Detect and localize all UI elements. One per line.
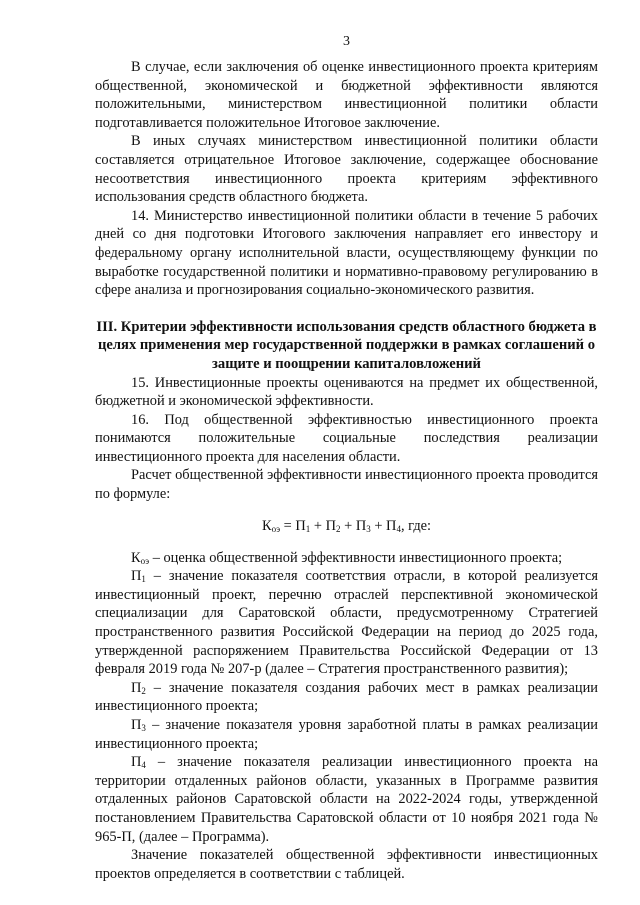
formula	[95, 518, 598, 535]
closing-paragraph: Значение показателей общественной эффективности инвестиционных проектов определяется в соответствии с таблицей.	[95, 847, 598, 882]
formula-plus: +	[310, 517, 326, 534]
formula-equals: =	[280, 517, 296, 534]
formula-plus: +	[370, 517, 387, 534]
formula-term-1: $П_1$	[295, 517, 311, 534]
definition-p3: $П_3$ – значение показателя уровня заработной платы в рамках реализации инвестиционного проекта;	[95, 717, 598, 752]
paragraph-positive-conclusion: В случае, если заключения об оценке инвестиционного проекта критериям общественной, экономической и бюджетной эффективности являются положительными, министерством инвестиционной политики области подготавливается положительное Итоговое заключение.	[95, 59, 598, 131]
paragraph-item-14: 14. Министерство инвестиционной политики области в течение 5 рабочих дней со дня подготовки Итогового заключения направляет его инвестору и федеральному органу исполнительной власти, осуществляющему функции по выработке государственной политики и нормативно-правовому регулированию в сфере анализа и прогнозирования социально-экономического развития.	[95, 207, 598, 299]
definition-p2: $П_2$ – значение показателя создания рабочих мест в рамках реализации инвестиционного проекта;	[95, 679, 598, 715]
formula-plus: +	[340, 517, 356, 534]
definition-p1: $П_1$ – значение показателя соответствия отрасли, в которой реализуется инвестиционный проект, перечню отраслей перспективной экономической специализации для Саратовской области, предусмотренному Стратегией пространственного развития Российской Федерации на период до 2025 года, утвержденной распоряжением Правительства Российской Федерации от 13 февраля 2019 года № 207-р (далее – Стратегия пространственного развития);	[95, 568, 598, 678]
definition-k-oe: $К_{оэ}$ – оценка общественной эффективности инвестиционного проекта;	[131, 549, 563, 566]
paragraph-item-15: 15. Инвестиционные проекты оцениваются на предмет их общественной, бюджетной и экономической эффективности.	[95, 374, 598, 410]
formula-lhs: $К_{оэ}$	[261, 517, 281, 534]
formula-term-3: $П_3$	[355, 517, 371, 534]
page-number: 3	[343, 34, 350, 49]
paragraph-item-16: 16. Под общественной эффективностью инвестиционного проекта понимаются положительные социальные последствия реализации инвестиционного проекта для населения области.	[95, 411, 598, 465]
formula-term-4: $П_4$	[386, 517, 401, 534]
paragraph-calculation-intro: Расчет общественной эффективности инвестиционного проекта проводится по формуле:	[95, 467, 598, 503]
definition-p4: $П_4$ – значение показателя реализации инвестиционного проекта на территории отдаленных районов области, указанных в Программе развития отдаленных районов Саратовской области на 2022-2024 годы, утвержденной постановлением Правительства Саратовской области от 10 ноября 2021 года № 965-П, (далее – Программа).	[95, 754, 598, 845]
formula-term-2: $П_2$	[325, 517, 341, 534]
formula-tail: , где:	[400, 517, 432, 534]
paragraph-negative-conclusion: В иных случаях министерством инвестиционной политики области составляется отрицательное Итоговое заключение, содержащее обоснование несоответствия инвестиционного проекта критериям эффективного использования средств областного бюджета.	[95, 133, 598, 206]
section-heading: III. Критерии эффективности использования средств областного бюджета в целях применения мер государственной поддержки в рамках соглашений о защите и поощрении капиталовложений	[96, 318, 597, 372]
